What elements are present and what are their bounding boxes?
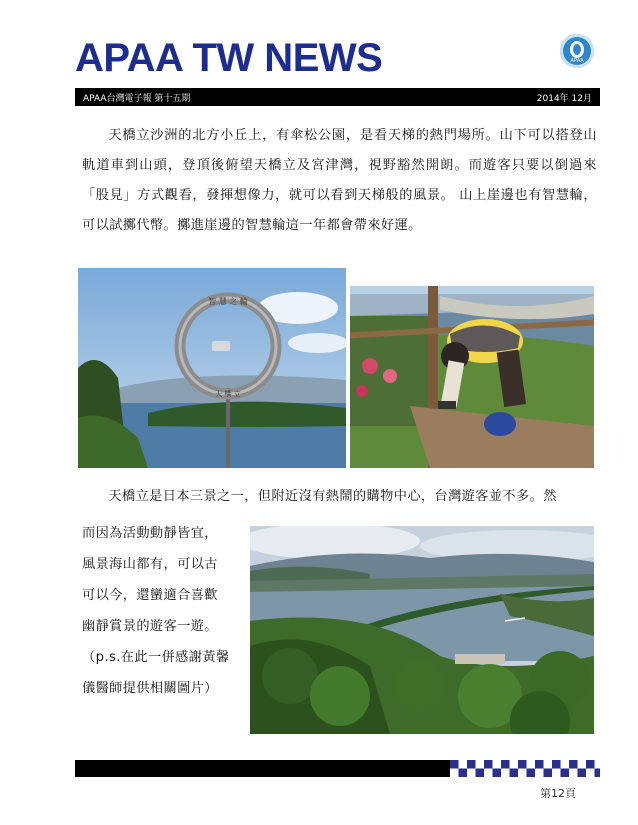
issue-date: 2014年 12月	[536, 94, 592, 104]
page-number: 第12頁	[540, 787, 576, 800]
checker-pattern	[450, 760, 600, 777]
paragraph-line: 風景海山都有，可以古	[82, 557, 218, 572]
paragraph-line: 而因為活動動靜皆宜，	[82, 526, 218, 541]
masthead-title: APAA TW NEWS	[75, 36, 383, 80]
article-paragraph-2-side	[82, 518, 247, 704]
article-paragraph-2-lead: 天橋立是日本三景之一，但附近沒有熱鬧的購物中心，台灣遊客並不多。然	[108, 489, 557, 504]
article-paragraph-1: 天橋立沙洲的北方小丘上，有傘松公園，是看天梯的熱門場所。山下可以搭登山軌道車到山頭，登頂後俯望天橋立及宮津灣，視野豁然開朗。而遊客只要以倒過來「股見」方式觀看，發揮想像力，就可以看到天梯般的風景。 山上崖邊也有智慧輪，可以試擲代幣。擲進崖邊的智慧輪這一年都會帶來好運。	[82, 128, 597, 233]
paragraph-line: 可以今，還蠻適合喜歡	[82, 588, 218, 603]
paragraph-line: 儀醫師提供相關圖片）	[82, 681, 218, 696]
logo-text: APAA	[570, 58, 584, 64]
ring-sign-text: 智 慧 之 輪	[208, 297, 248, 306]
wisdom-ring-photo	[78, 268, 346, 468]
apaa-logo	[560, 34, 594, 68]
issue-bar	[75, 88, 600, 106]
paragraph-line: 幽靜賞景的遊客一遊。	[82, 619, 218, 634]
issue-label: APAA台灣電子報 第十五期	[83, 94, 191, 104]
paragraph-line: （p.s.在此一併感謝黃馨	[82, 650, 230, 665]
ring-sign-text-2: 天 橋 立	[215, 390, 241, 398]
amanohashidate-panorama-photo	[250, 526, 594, 734]
matanozoki-photo	[350, 286, 594, 468]
